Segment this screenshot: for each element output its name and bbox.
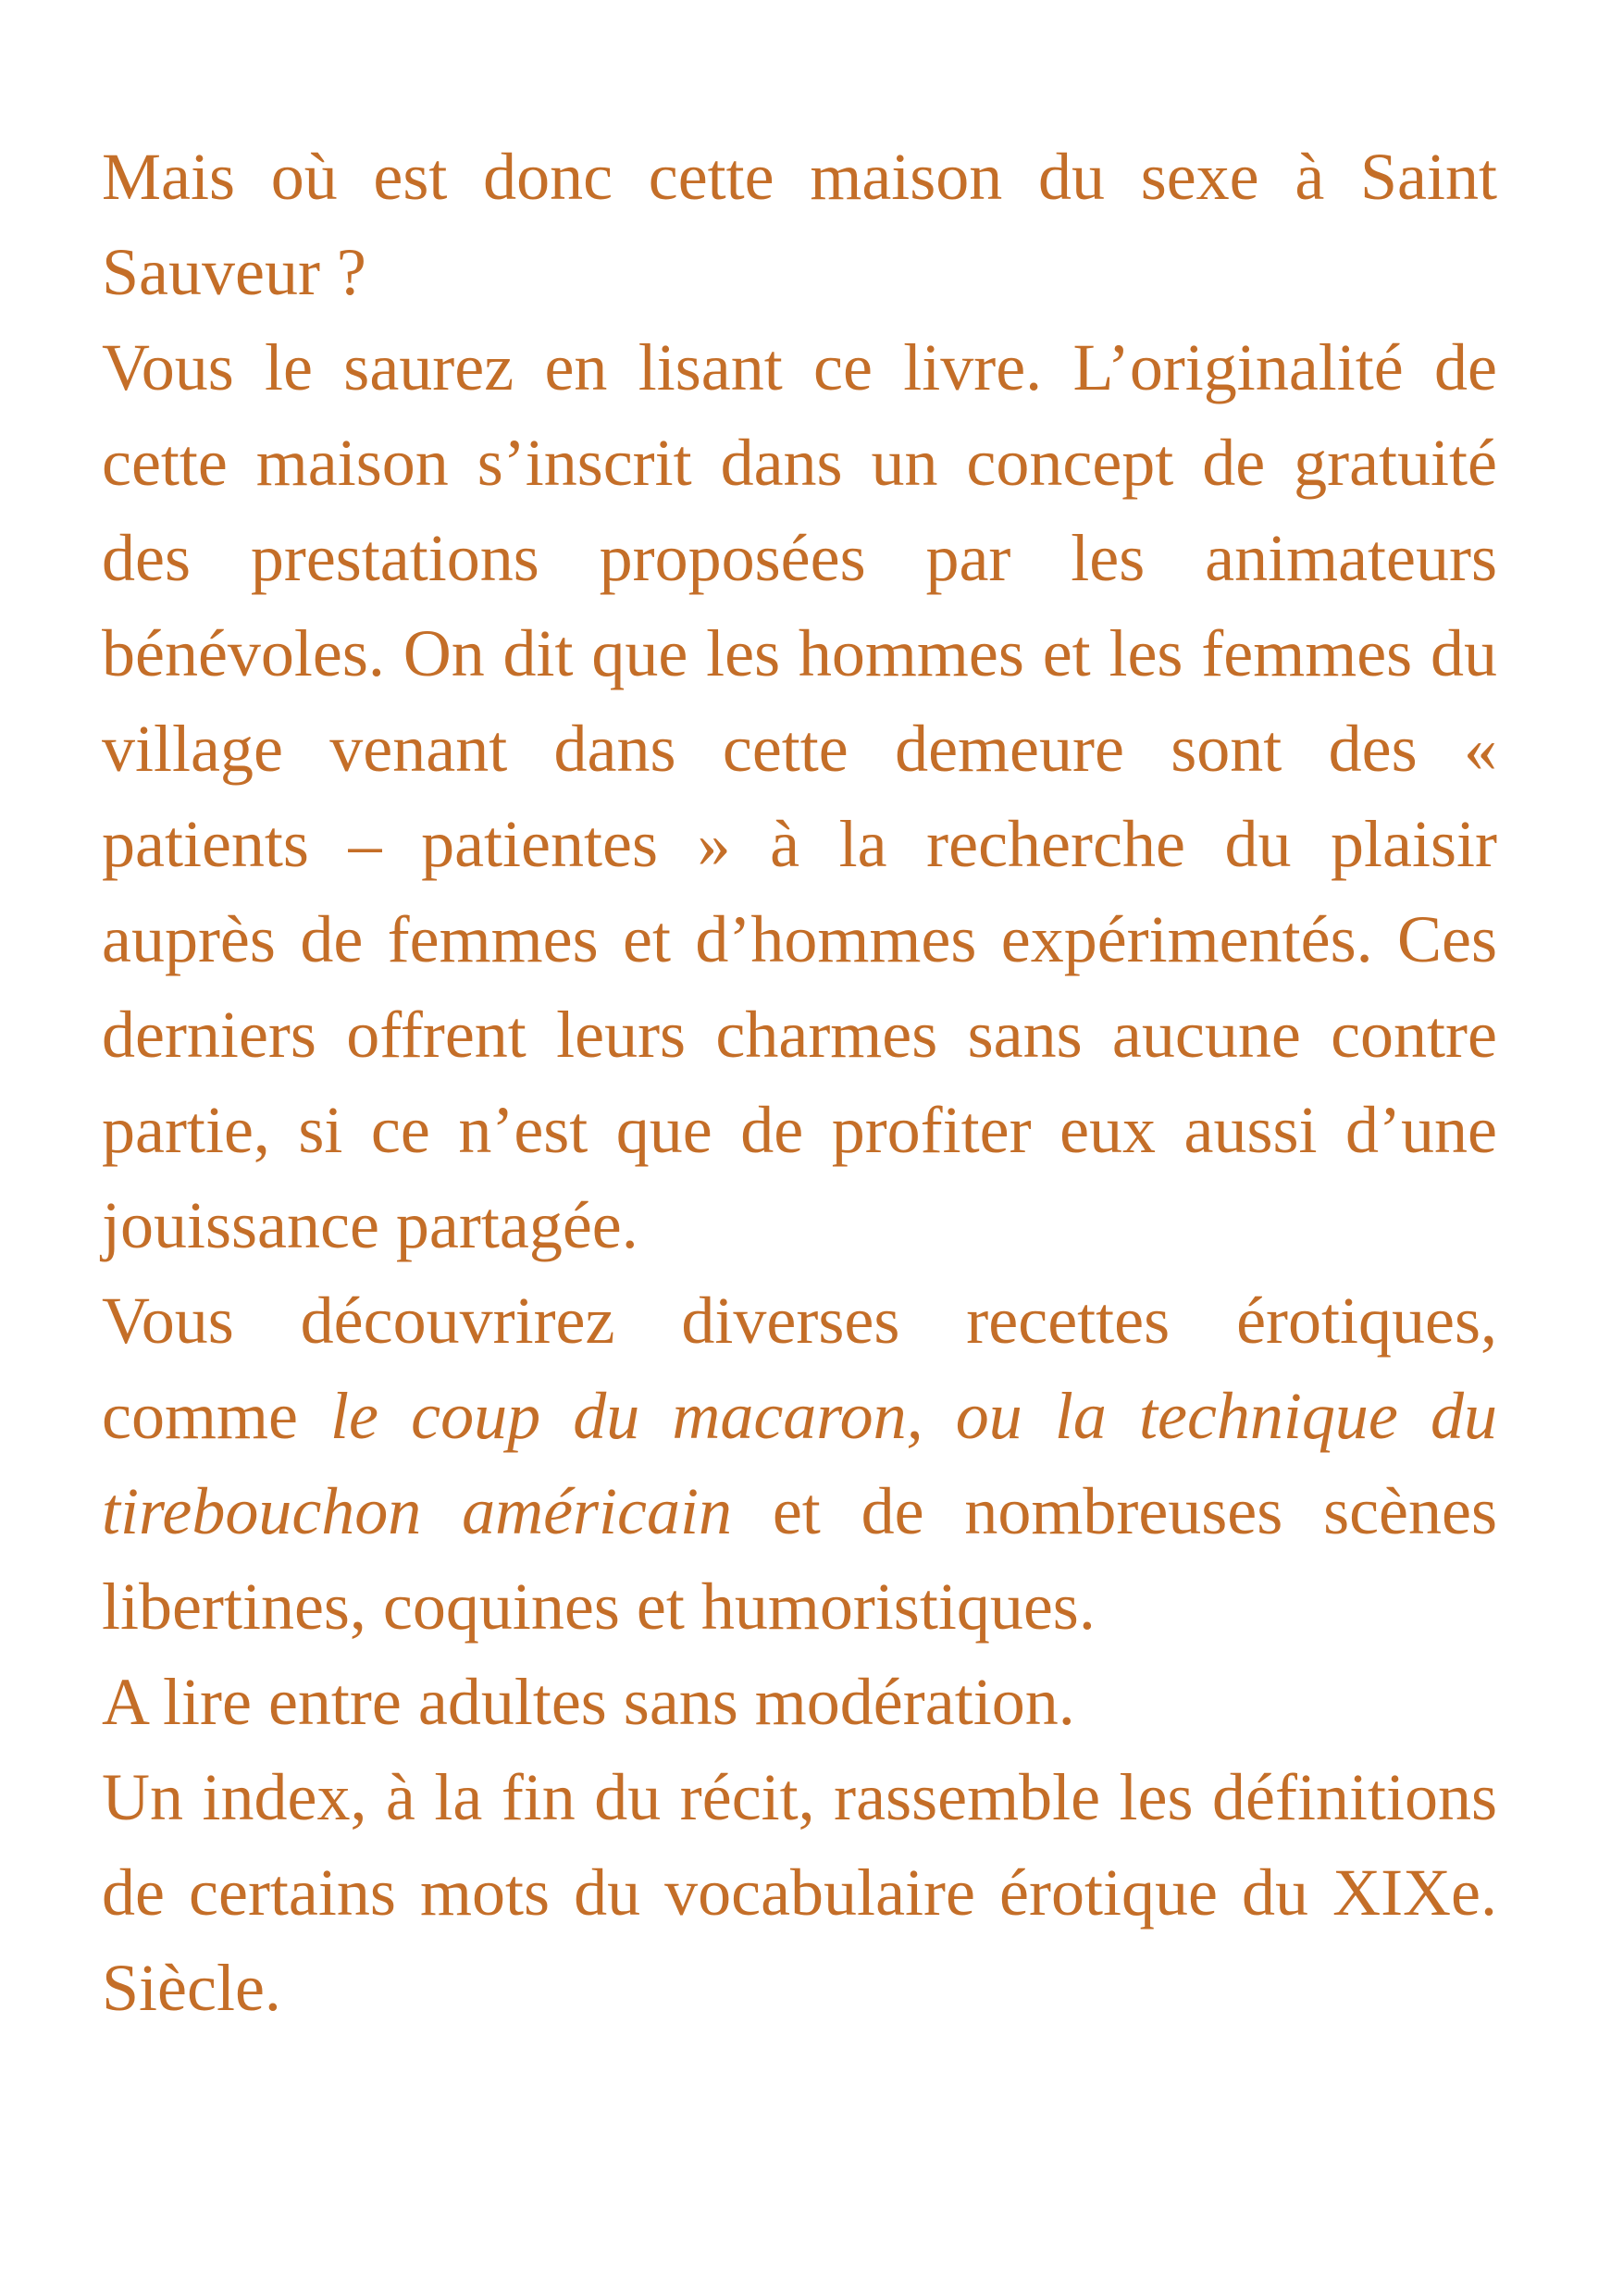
- paragraph-description: Vous le saurez en lisant ce livre. L’originalité de cette maison s’inscrit dans un concept de gratuité des prestations proposées par les animateurs bénévoles. On dit que les hommes et les femmes du village venant dans cette demeure sont des « patients – patientes » à la recherche du plaisir auprès de femmes et d’hommes expérimentés. Ces derniers offrent leurs charmes sans aucune contre partie, si ce n’est que de profiter eux aussi d’une jouissance partagée.: [102, 330, 1497, 1262]
- recipes-text-before: Vous découvrirez diverses recettes érotiques, comme: [102, 1284, 1497, 1453]
- paragraph-index: Un index, à la fin du récit, rassemble les définitions de certains mots du vocabulaire érotique du XIXe. Siècle.: [102, 1760, 1497, 2025]
- paragraph-adults: A lire entre adultes sans modération.: [102, 1665, 1075, 1739]
- recipes-text-after: et de nombreuses scènes libertines, coquines et humoristiques.: [102, 1474, 1497, 1644]
- body-text: [102, 130, 1497, 2036]
- paragraph-recipes: [102, 1273, 1497, 1655]
- paragraph-question: Mais où est donc cette maison du sexe à Saint Sauveur ?: [102, 140, 1497, 309]
- recipes-italic-titles: le coup du macaron, ou la technique du tirebouchon américain: [102, 1379, 1497, 1548]
